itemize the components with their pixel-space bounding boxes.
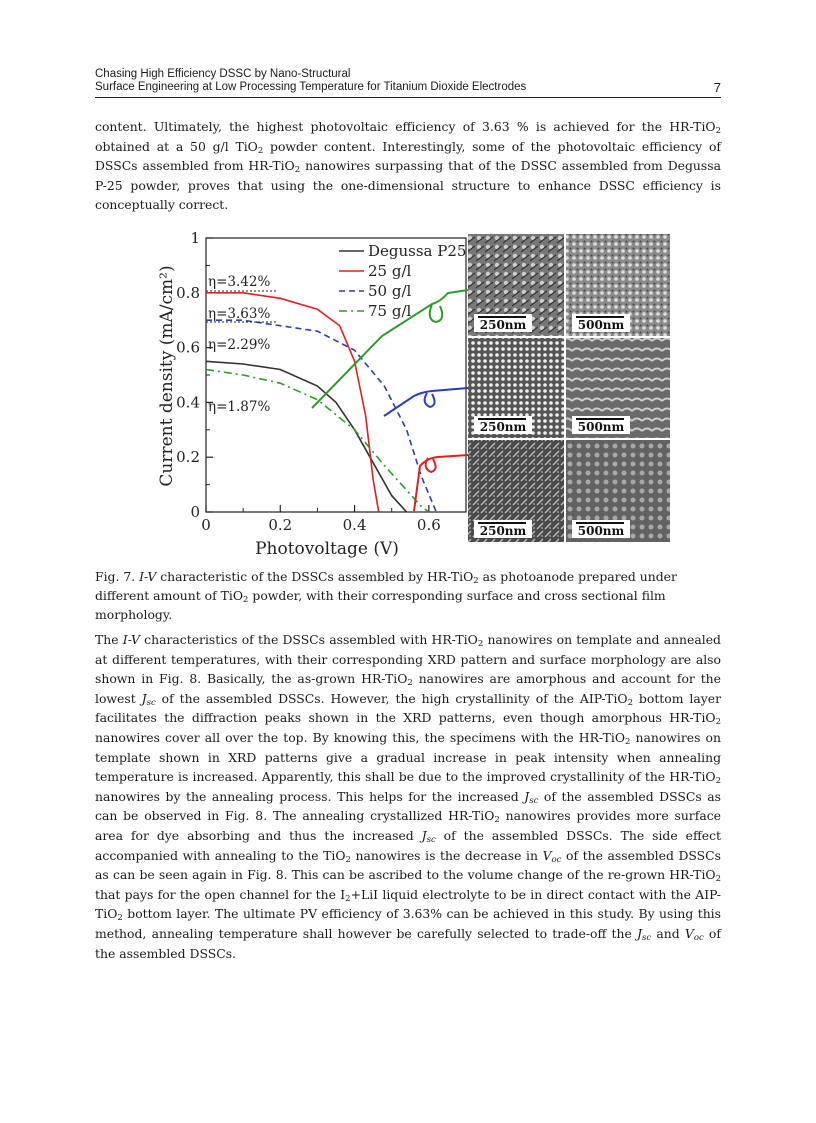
iv-chart (152, 226, 672, 561)
y-tick-label: 0.2 (176, 448, 200, 467)
loop-blue (425, 393, 435, 407)
y-tick-label: 0.8 (176, 283, 200, 302)
connector-blue (384, 388, 468, 416)
connector-red (414, 455, 468, 511)
header-rule (95, 97, 721, 98)
scale-bar-label: 500nm (577, 524, 625, 538)
page-number: 7 (713, 80, 721, 95)
loop-red (426, 458, 436, 472)
eta-label-4: η=1.87% (208, 399, 271, 415)
legend-label: 25 g/l (368, 262, 412, 280)
eta-label-2: η=3.63% (208, 306, 271, 322)
legend-label: Degussa P25 (368, 242, 467, 260)
figure-caption: Fig. 7. I-V characteristic of the DSSCs assembled by HR-TiO$_2$ as photoanode prepared under different amount of TiO$_2$ powder, with their corresponding surface and cross sectional film morphology. (95, 569, 677, 622)
paragraph-intro: content. Ultimately, the highest photovoltaic efficiency of 3.63 % is achieved for the HR-TiO$_2$ obtained at a 50 g/l TiO$_2$ powder content. Interestingly, some of the photovoltaic efficiency of DSSCs assembled from HR-TiO$_2$ nanowires surpassing that of the DSSC assembled from Degussa P-25 powder, proves that using the one-dimensional structure to enhance DSSC efficiency is conceptually correct. (95, 119, 721, 213)
chart-legend (339, 242, 466, 320)
y-tick-label: 1 (190, 229, 200, 247)
figure-7 (152, 226, 672, 561)
y-tick-label: 0.6 (176, 338, 200, 357)
sem-images (468, 234, 670, 542)
iv-curve-1 (206, 361, 407, 512)
x-tick-label: 0 (201, 516, 211, 534)
loop-green (430, 304, 443, 322)
header-line-2: Surface Engineering at Low Processing Temperature for Titanium Dioxide Electrodes (95, 81, 527, 93)
scale-bar-label: 250nm (479, 318, 527, 332)
paragraph-body: The I-V characteristics of the DSSCs assembled with HR-TiO$_2$ nanowires on template and annealed at different temperatures, with their corresponding XRD pattern and surface morphology are also shown in Fig. 8. Basically, the as-grown HR-TiO$_2$ nanowires are amorphous and account for the lowest $J_{sc}$ of the assembled DSSCs. However, the high crystallinity of the AIP-TiO$_2$ bottom layer facilitates the diffraction peaks shown in the XRD patterns, even though amorphous HR-TiO$_2$ nanowires cover all over the top. By knowing this, the specimens with the HR-TiO$_2$ nanowires on template shown in XRD patterns give a gradual increase in peak intensity when annealing temperature is increased. Apparently, this shall be due to the improved crystallinity of the HR-TiO$_2$ nanowires by the annealing process. This helps for the increased $J_{sc}$ of the assembled DSSCs as can be observed in Fig. 8. The annealing crystallized HR-TiO$_2$ nanowires provides more surface area for dye absorbing and thus the increased $J_{sc}$ of the assembled DSSCs. The side effect accompanied with annealing to the TiO$_2$ nanowires is the decrease in $V_{oc}$ of the assembled DSSCs as can be seen again in Fig. 8. This can be ascribed to the volume change of the re-grown HR-TiO$_2$ that pays for the open channel for the $I_2+LiI$ liquid electrolyte to be in direct contact with the AIP-TiO$_2$ bottom layer. The ultimate PV efficiency of 3.63% can be achieved in this study. By using this method, annealing temperature shall however be carefully selected to trade-off the $J_{sc}$ and $V_{oc}$ of the assembled DSSCs. (95, 632, 722, 961)
scale-bar-label: 250nm (479, 524, 527, 538)
x-tick-label: 0.2 (268, 516, 293, 534)
legend-label: 50 g/l (368, 282, 412, 300)
eta-label-3: η=2.29% (208, 337, 271, 353)
eta-label-1: η=3.42% (208, 274, 271, 290)
x-tick-label: 0.4 (342, 516, 367, 534)
x-tick-labels (201, 516, 441, 534)
y-tick-label: 0 (190, 503, 200, 521)
scale-bar-label: 500nm (577, 420, 625, 434)
scale-bar-label: 500nm (577, 318, 625, 332)
header-line-1: Chasing High Efficiency DSSC by Nano-Structural (95, 68, 351, 80)
x-axis-label: Photovoltage (V) (255, 539, 399, 559)
y-axis-label: Current density (mA/cm²) (157, 265, 177, 487)
legend-label: 75 g/l (368, 302, 412, 320)
y-tick-labels (176, 229, 200, 521)
y-tick-label: 0.4 (176, 393, 200, 412)
iv-curve-4 (206, 370, 429, 513)
scale-bar-label: 250nm (479, 420, 527, 434)
x-tick-label: 0.6 (416, 516, 441, 534)
running-header (95, 68, 721, 94)
